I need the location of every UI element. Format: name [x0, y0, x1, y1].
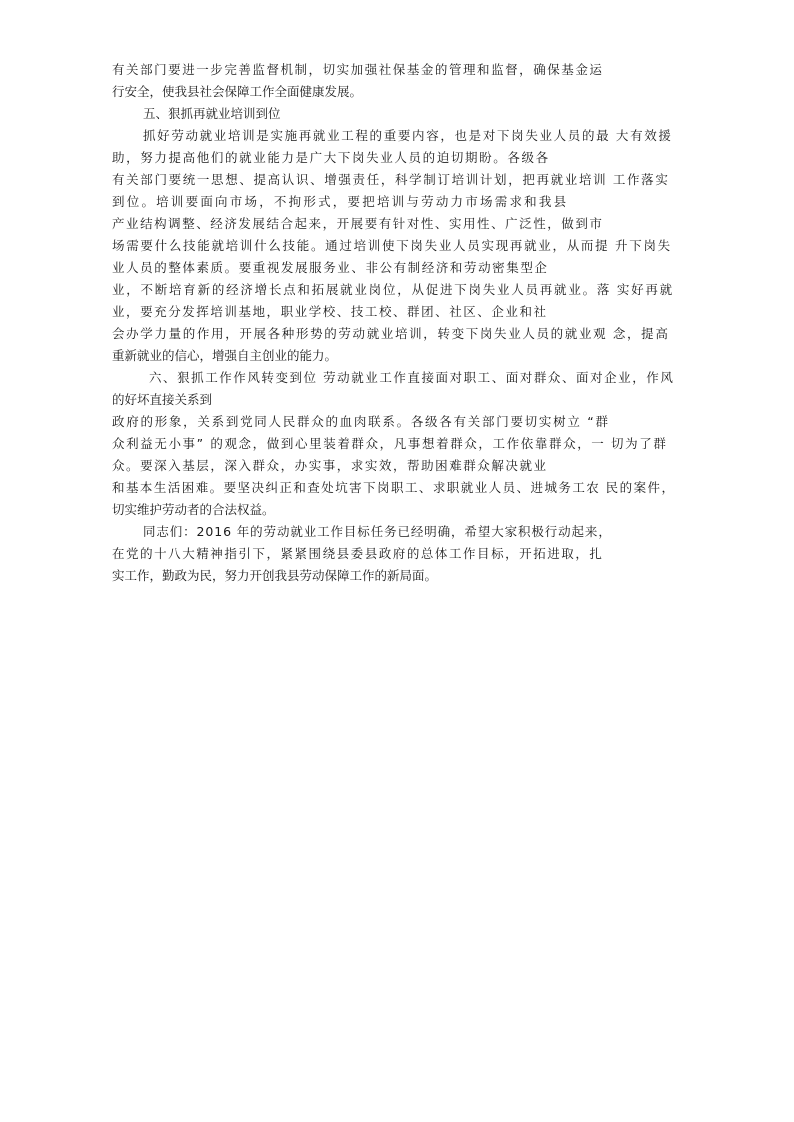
body-text-line: 会办学力量的作用，开展各种形势的劳动就业培训，转变下岗失业人员的就业观 念，提高 — [112, 326, 670, 341]
body-text-line: 众。要深入基层，深入群众，办实事，求实效，帮助困难群众解决就业 — [112, 458, 548, 473]
body-text-line: 助，努力提高他们的就业能力是广大下岗失业人员的迫切期盼。各级各 — [112, 150, 550, 165]
body-text-line: 政府的形象，关系到党同人民群众的血肉联系。各级各有关部门要切实树立 “群 — [112, 414, 610, 429]
body-text-line: 产业结构调整、经济发展结合起来，开展要有针对性、实用性、广泛性，做到市 — [112, 216, 604, 231]
body-text-line: 六、狠抓工作作风转变到位 劳动就业工作直接面对职工、面对群众、面对企业，作风 — [149, 370, 675, 385]
body-text-line: 众利益无小事” 的观念，做到心里装着群众，凡事想着群众，工作依靠群众，一 切为了群 — [112, 436, 668, 451]
body-text-line: 业人员的整体素质。要重视发展服务业、非公有制经济和劳动密集型企 — [112, 260, 549, 275]
body-text-line: 业，不断培育新的经济增长点和拓展就业岗位，从促进下岗失业人员再就业。落 实好再就 — [112, 282, 674, 297]
body-text-line: 有关部门要进一步完善监督机制，切实加强社保基金的管理和监督，确保基金运 — [112, 62, 604, 77]
body-text-line: 和基本生活困难。要坚决纠正和查处坑害下岗职工、求职就业人员、进城务工农 民的案件， — [112, 480, 676, 495]
body-text-line: 业，要充分发挥培训基地，职业学校、技工校、群团、社区、企业和社 — [112, 304, 548, 319]
body-text-line: 实工作，勤政为民，努力开创我县劳动保障工作的新局面。 — [112, 568, 438, 583]
body-text-line: 抓好劳动就业培训是实施再就业工程的重要内容，也是对下岗失业人员的最 大有效援 — [143, 128, 673, 143]
body-text-line: 到位。培训要面向市场，不拘形式，要把培训与劳动力市场需求和我县 — [112, 194, 569, 209]
body-text-line: 重新就业的信心，增强自主创业的能力。 — [112, 348, 338, 363]
body-text-line: 有关部门要统一思想、提高认识、增强责任，科学制订培训计划，把再就业培训 工作落实 — [112, 172, 670, 187]
body-text-line: 场需要什么技能就培训什么技能。通过培训使下岗失业人员实现再就业，从而提 升下岗失 — [112, 238, 672, 253]
body-text-line: 在党的十八大精神指引下，紧紧围绕县委县政府的总体工作目标，开拓进取，扎 — [112, 546, 604, 561]
body-text-line: 同志们：2016 年的劳动就业工作目标任务已经明确，希望大家积极行动起来， — [143, 524, 612, 539]
body-text-line: 五、狠抓再就业培训到位 — [143, 106, 281, 121]
body-text-line: 行安全，使我县社会保障工作全面健康发展。 — [112, 84, 363, 99]
body-text-line: 切实维护劳动者的合法权益。 — [112, 502, 275, 517]
body-text-line: 的好坏直接关系到 — [112, 392, 213, 407]
